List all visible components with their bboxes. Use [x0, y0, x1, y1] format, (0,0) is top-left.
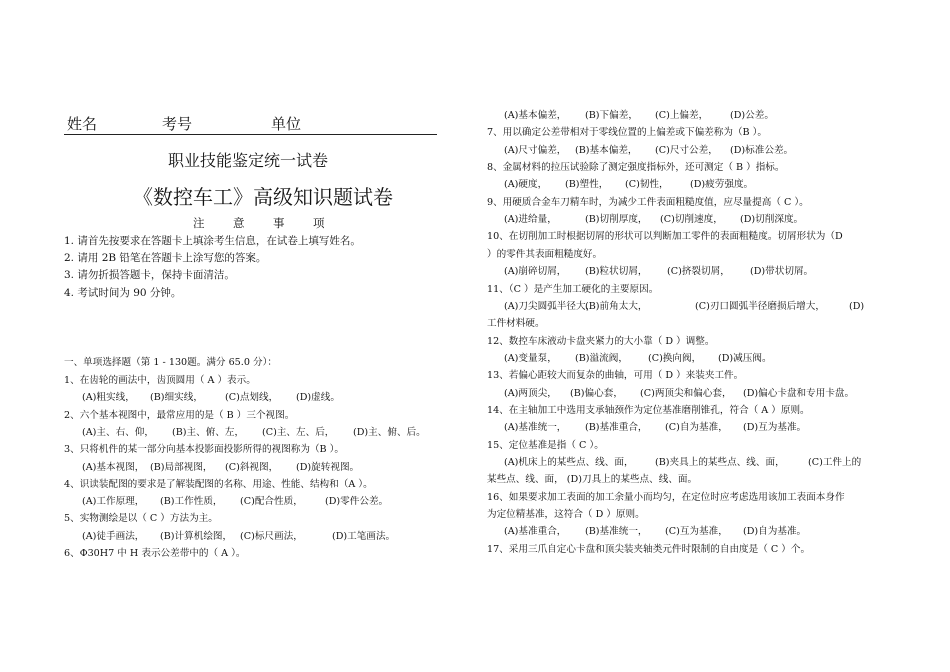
answer-option: (B)主、俯、左， — [172, 426, 245, 438]
exam-no-label: 考号 — [162, 115, 193, 133]
answer-option: (B)前角太大， — [585, 300, 648, 312]
answer-option: (D)疲劳强度。 — [690, 179, 754, 191]
notice-heading-char-3: 事 — [273, 216, 285, 230]
answer-option: (A)粗实线， — [82, 392, 135, 404]
answer-option: (C)主、左、后， — [262, 426, 335, 438]
answer-option: (A)工作原理， — [82, 496, 145, 508]
answer-option: (A)进给量， — [504, 214, 557, 226]
answer-option: (B)下偏差， — [585, 110, 638, 121]
answer-option: (D)偏心卡盘和专用卡盘。 — [743, 387, 855, 399]
answer-option: (D)自为基准。 — [743, 526, 807, 538]
answer-option: (A)主、右、仰， — [82, 426, 154, 438]
question-text: 17、采用三爪自定心卡盘和顶尖装夹轴类元件时限制的自由度是（ C ）个。 — [487, 543, 811, 555]
answer-option: (C)韧性， — [625, 179, 669, 191]
answer-option: (A)变量泵， — [504, 352, 557, 364]
answer-option: (D) — [849, 300, 865, 312]
question-text: 15、定位基准是指（ C ）。 — [487, 439, 604, 451]
question-text: 1、在齿轮的画法中，齿顶圆用（ A ）表示。 — [64, 375, 256, 386]
answer-option: (C)刃口圆弧半径磨损后增大， — [695, 300, 825, 312]
question-text: 2、六个基本视图中，最常应用的是（ B ）三个视图。 — [64, 409, 295, 421]
question-text: 12、数控车床液动卡盘夹紧力的大小靠（ D ）调整。 — [487, 335, 715, 347]
answer-option: (D)带状切屑。 — [750, 266, 814, 278]
answer-option: (A)基本视图， — [82, 461, 145, 473]
answer-option: (C)换向阀， — [648, 352, 702, 364]
answer-option: (B)基准重合， — [585, 422, 648, 434]
exam-title-line2: 《数控车工》高级知识题试卷 — [133, 185, 393, 209]
answer-option: (B)基准统一， — [585, 526, 648, 538]
answer-option: (A)基本偏差， — [504, 110, 567, 121]
unit-label: 单位 — [271, 115, 302, 133]
question-text: 9、用硬质合金车刀精车时，为减少工件表面粗糙度值，应尽量提高（ C ）。 — [487, 196, 809, 208]
answer-option: (D)旋转视图。 — [296, 461, 360, 473]
notice-item: 1. 请首先按要求在答题卡上填涂考生信息，在试卷上填写姓名。 — [64, 235, 361, 247]
answer-option: (B)夹具上的某些点、线、面， — [655, 457, 785, 468]
answer-option: (C)标尺画法， — [240, 530, 303, 542]
answer-option: (C)点划线， — [225, 392, 279, 404]
notice-item: 2. 请用 2B 铅笔在答题卡上涂写您的答案。 — [64, 252, 267, 264]
answer-option: (C)尺寸公差， — [655, 144, 718, 156]
question-text: ）的零件其表面粗糙度好。 — [487, 248, 603, 260]
notice-item: 3. 请勿折损答题卡，保持卡面清洁。 — [64, 269, 235, 281]
answer-option: (B)溢流阀， — [575, 352, 628, 364]
answer-option: (A)崩碎切屑， — [504, 266, 567, 278]
answer-option: (B)基本偏差， — [575, 144, 638, 156]
question-text: 7、用以确定公差带相对于零线位置的上偏差或下偏差称为（B ）。 — [487, 127, 768, 139]
answer-option: (A)刀尖圆弧半径大， — [504, 300, 596, 312]
answer-option: (C)斜视图， — [225, 461, 279, 473]
question-text: 16、如果要求加工表面的加工余量小而均匀，在定位时应考虑选用该加工表面本身作 — [487, 491, 845, 503]
answer-option: (B)计算机绘图， — [160, 530, 233, 542]
name-label: 姓名 — [67, 115, 98, 133]
answer-option: (A)两顶尖， — [504, 387, 557, 399]
exam-title-line1: 职业技能鉴定统一试卷 — [168, 151, 329, 170]
answer-option: (B)切削厚度， — [585, 214, 648, 226]
answer-option: (D)主、俯、后。 — [353, 426, 426, 438]
question-text: 11、（C ）是产生加工硬化的主要原因。 — [487, 283, 659, 295]
answer-option: (C)切削速度， — [660, 214, 723, 226]
answer-option: (D)标准公差。 — [730, 144, 794, 156]
question-text: 8、金属材料的拉压试验除了测定强度指标外，还可测定（ B ）指标。 — [487, 162, 785, 174]
answer-option: (B)粒状切屑， — [585, 266, 648, 278]
question-text: 10、在切削加工时根据切屑的形状可以判断加工零件的表面粗糙度。切屑形状为（D — [487, 231, 843, 243]
answer-option: (B)工作性质， — [160, 496, 223, 508]
answer-option: (A)基准统一， — [504, 422, 567, 434]
answer-option: (D)减压阀。 — [718, 352, 772, 364]
notice-heading-char-2: 意 — [233, 216, 245, 230]
answer-option: (A)尺寸偏差， — [504, 144, 567, 156]
answer-option: (D)互为基准。 — [743, 422, 807, 434]
answer-option: (B)细实线， — [150, 392, 203, 404]
answer-option: (C)互为基准， — [665, 526, 728, 538]
answer-option: (D)虚线。 — [296, 392, 340, 404]
header-underline — [64, 134, 437, 135]
question-text: 某些点、线、面， (D)刀具上的某些点、线、面。 — [487, 474, 698, 486]
answer-option: (A)机床上的某些点、线、面， — [504, 457, 634, 468]
answer-option: (C)工件上的 — [808, 457, 862, 468]
answer-option: (A)徒手画法， — [82, 530, 145, 542]
question-text: 6、Φ30H7 中 H 表示公差带中的（ A ）。 — [64, 548, 246, 559]
answer-option: (D)零件公差。 — [325, 496, 389, 508]
answer-option: (C)自为基准， — [665, 422, 728, 434]
answer-option: (D)切削深度。 — [740, 214, 804, 226]
section-title: 一、单项选择题（第 1 - 130题。满分 65.0 分）： — [64, 357, 277, 368]
answer-option: (C)两顶尖和偏心套， — [640, 387, 732, 399]
question-text: 4、识读装配图的要求是了解装配图的名称、用途、性能、结构和（A ）。 — [64, 478, 373, 490]
question-text: 工件材料硬。 — [487, 318, 545, 330]
question-text: 为定位精基准，这符合（ D ）原则。 — [487, 509, 645, 521]
answer-option: (C)挤裂切屑， — [667, 266, 730, 278]
answer-option: (B)塑性， — [565, 179, 609, 191]
question-text: 5、实物测绘是以（ C ）方法为主。 — [64, 513, 218, 525]
notice-heading-char-1: 注 — [193, 216, 205, 230]
answer-option: (A)基准重合， — [504, 526, 567, 538]
answer-option: (D)工笔画法。 — [332, 530, 396, 542]
answer-option: (C)上偏差， — [655, 110, 709, 121]
answer-option: (C)配合性质， — [240, 496, 303, 508]
notice-heading-char-4: 项 — [313, 216, 325, 230]
answer-option: (A)硬度， — [504, 179, 548, 191]
question-text: 3、只将机件的某一部分向基本投影面投影所得的视图称为（B ）。 — [64, 444, 345, 456]
question-text: 14、在主轴加工中选用支承轴颈作为定位基准磨削锥孔，符合（ A ）原则。 — [487, 404, 810, 416]
notice-item: 4. 考试时间为 90 分钟。 — [64, 287, 182, 299]
question-text: 13、若偏心距较大而复杂的曲轴，可用（ D ）来装夹工件。 — [487, 370, 744, 382]
answer-option: (D)公差。 — [730, 110, 774, 121]
answer-option: (B)偏心套， — [570, 387, 623, 399]
answer-option: (B)局部视图， — [150, 461, 213, 473]
